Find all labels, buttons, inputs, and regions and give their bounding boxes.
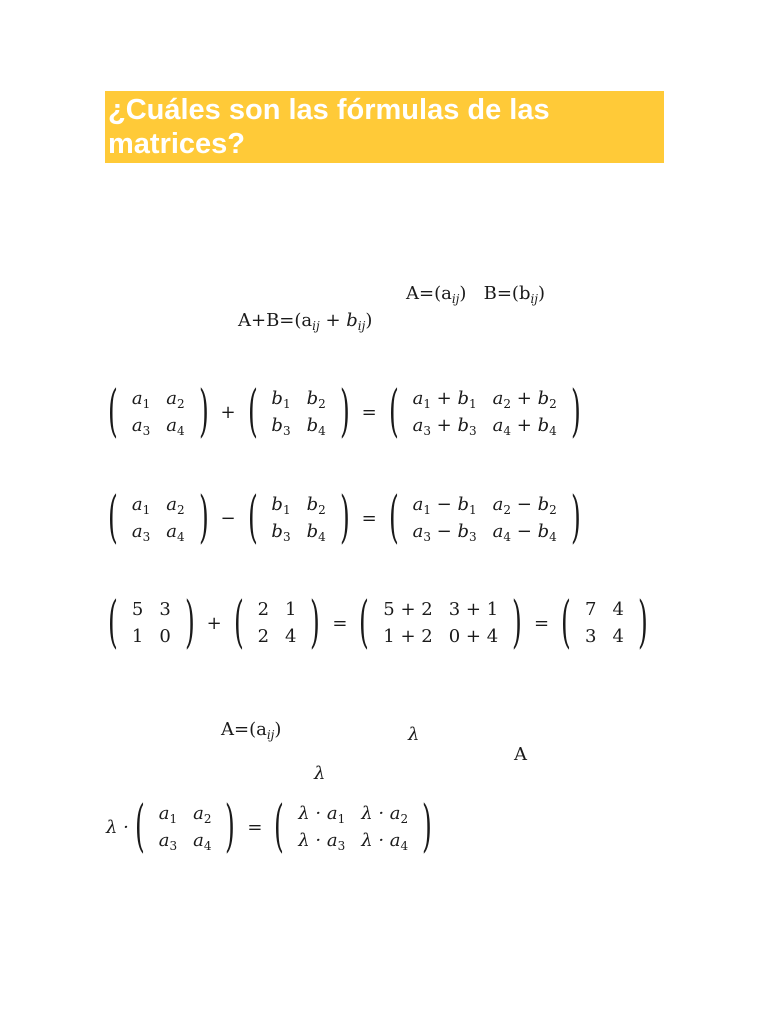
numeric-matrix-3: ( 5 + 2 3 + 1 1 + 2 0 + 4 ) xyxy=(359,590,523,655)
matrix-a: ( $a_1$ $a_2$ $a_3$ $a_4$ ) xyxy=(108,379,209,444)
sum-sub2: ij xyxy=(357,319,366,333)
plus-operator: + xyxy=(220,401,236,423)
title-banner xyxy=(105,91,664,163)
def-b-post: ) xyxy=(538,283,546,304)
sum-b: b xyxy=(346,310,358,331)
def-b-pre: B=(b xyxy=(483,283,531,304)
minus-operator: − xyxy=(220,507,236,529)
equals-operator: = xyxy=(361,401,377,423)
def-a-pre: A=(a xyxy=(406,283,452,304)
matrix-b: ( $b_1$ $b_2$ $b_3$ $b_4$ ) xyxy=(247,485,350,550)
scalar-def-a: $A=(a_{ij})$ xyxy=(221,719,282,742)
matrix-subtraction-equation xyxy=(102,485,587,550)
def-b-sub: ij xyxy=(530,292,539,306)
matrix-difference-result: ( $a_1 - b_1$ $a_2 - b_2$ $a_3 - b_3$ $a_4 - b_4$ ) xyxy=(388,485,581,550)
scalar-multiplication-equation xyxy=(106,794,438,859)
numeric-matrix-1: ( 5 3 1 0 ) xyxy=(108,590,195,655)
plus-operator: + xyxy=(206,612,222,634)
equals-operator: = xyxy=(361,507,377,529)
lambda-symbol-2: λ xyxy=(314,763,326,784)
def-a-sub: ij xyxy=(451,292,460,306)
equals-operator: = xyxy=(332,612,348,634)
numeric-addition-example xyxy=(102,590,654,655)
matrix-a-symbol: A xyxy=(514,744,527,765)
sum-mid: + xyxy=(319,310,347,331)
def-a-post: ) xyxy=(459,283,467,304)
lambda-dot: λ · xyxy=(106,816,129,838)
sum-definition xyxy=(238,310,372,332)
scalar-result-matrix: ( $\lambda \cdot a_1$ $\lambda \cdot a_2$ $\lambda \cdot a_3$ $\lambda \cdot a_4$ ) xyxy=(274,794,433,859)
equals-operator-2: = xyxy=(534,612,550,634)
sum-post: ) xyxy=(365,310,373,331)
numeric-matrix-2: ( 2 1 2 4 ) xyxy=(233,590,321,655)
page-title: ¿Cuáles son las fórmulas de las matrices? xyxy=(108,94,550,160)
matrix-b: ( $b_1$ $b_2$ $b_3$ $b_4$ ) xyxy=(247,379,350,444)
matrix-a: ( $a_1$ $a_2$ $a_3$ $a_4$ ) xyxy=(134,794,236,859)
matrix-a: ( $a_1$ $a_2$ $a_3$ $a_4$ ) xyxy=(108,485,209,550)
sum-sub1: ij xyxy=(312,319,320,333)
matrix-addition-equation xyxy=(102,379,587,444)
lambda-symbol-1: λ xyxy=(408,724,420,745)
sum-pre: A+B=(a xyxy=(238,310,313,331)
def-a-b xyxy=(406,283,545,305)
equals-operator: = xyxy=(247,816,263,838)
numeric-matrix-result: ( 7 4 3 4 ) xyxy=(561,590,648,655)
matrix-sum-result: ( $a_1 + b_1$ $a_2 + b_2$ $a_3 + b_3$ $a_4 + b_4$ ) xyxy=(388,379,581,444)
